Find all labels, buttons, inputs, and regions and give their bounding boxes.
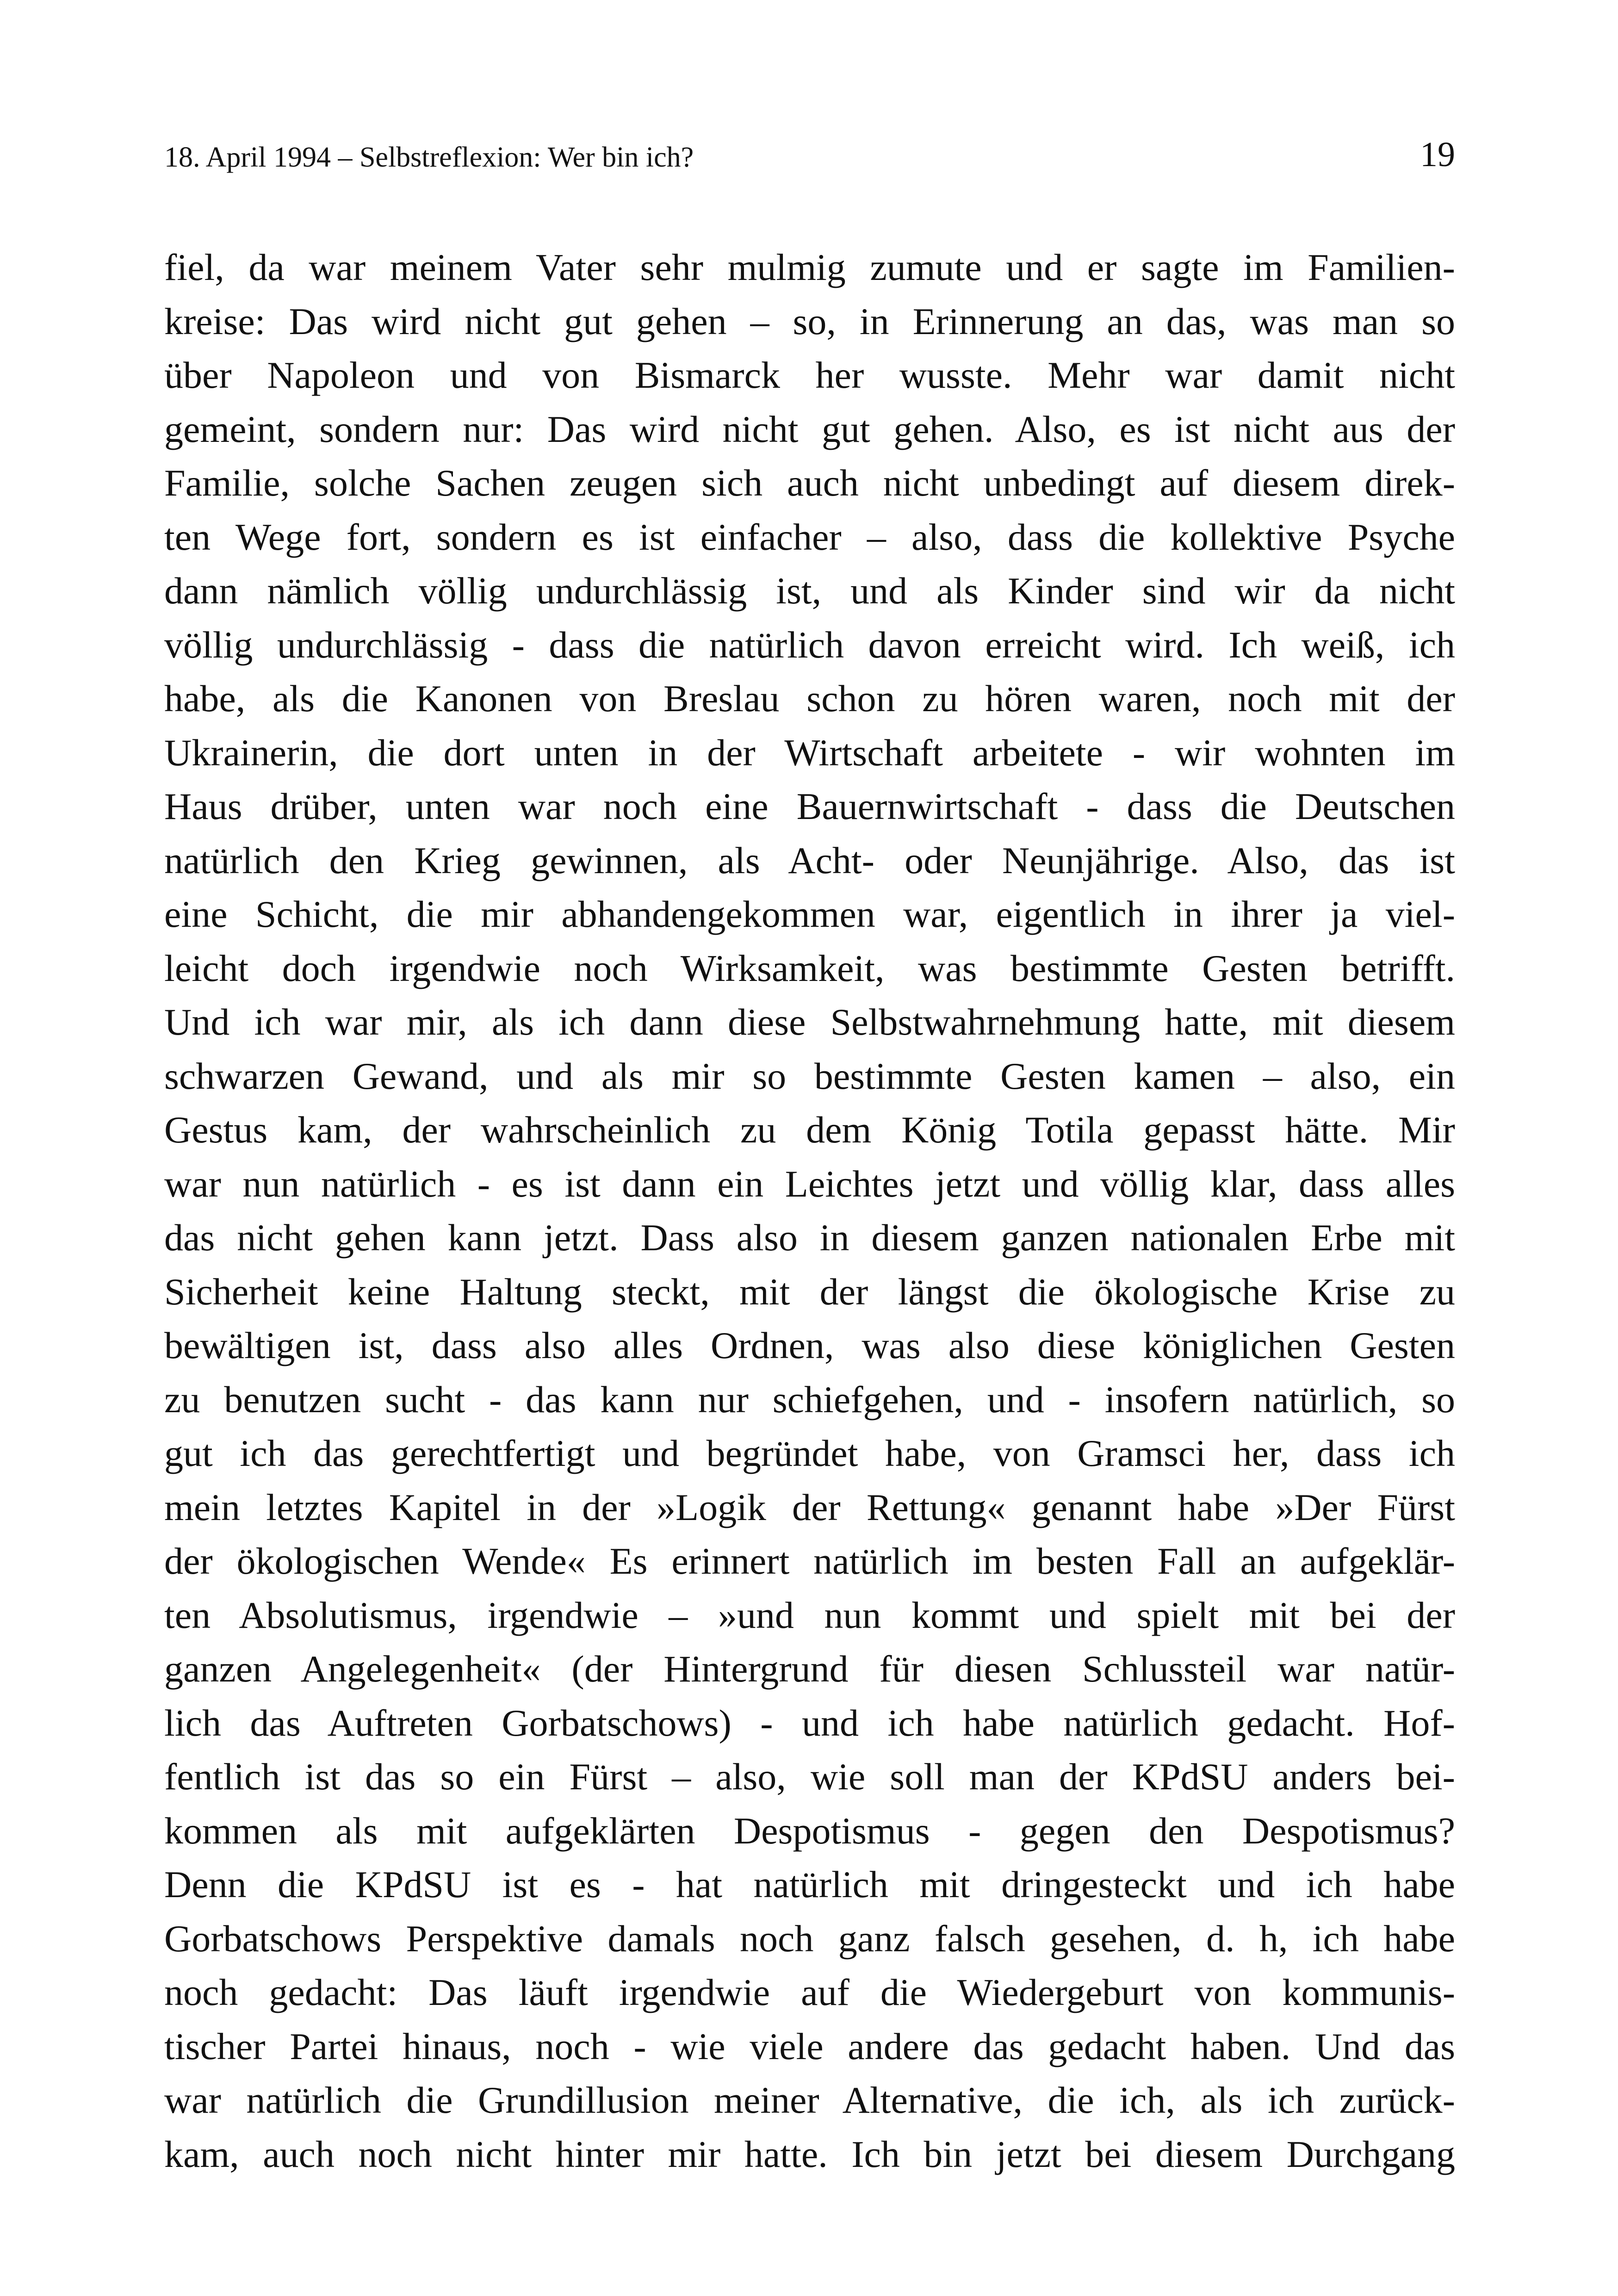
running-header [164, 134, 1455, 180]
text-line: kam, auch noch nicht hinter mir hatte. Ich bin jetzt bei diesem Durchgang [164, 2133, 1455, 2175]
text-line: ten Wege fort, sondern es ist einfacher – also, dass die kollektive Psyche [164, 515, 1455, 558]
text-line: dann nämlich völlig undurchlässig ist, und als Kinder sind wir da nicht [164, 570, 1455, 612]
text-line: tischer Partei hinaus, noch - wie viele andere das gedacht haben. Und das [164, 2025, 1455, 2067]
running-title: 18. April 1994 – Selbstreflexion: Wer bin ich? [164, 142, 694, 173]
text-line: natürlich den Krieg gewinnen, als Acht- oder Neunjährige. Also, das ist [164, 839, 1455, 881]
text-line: völlig undurchlässig - dass die natürlich davon erreicht wird. Ich weiß, ich [164, 623, 1455, 666]
text-line: ganzen Angelegenheit« (der Hintergrund für diesen Schlussteil war natür- [164, 1648, 1455, 1690]
text-line: Gorbatschows Perspektive damals noch ganz falsch gesehen, d. h, ich habe [164, 1917, 1455, 1960]
text-line: fiel, da war meinem Vater sehr mulmig zumute und er sagte im Familien- [164, 246, 1455, 288]
text-line: war nun natürlich - es ist dann ein Leichtes jetzt und völlig klar, dass alles [164, 1162, 1455, 1205]
text-line: kommen als mit aufgeklärten Despotismus - gegen den Despotismus? [164, 1809, 1455, 1852]
text-line: Ukrainerin, die dort unten in der Wirtschaft arbeitete - wir wohnten im [164, 731, 1455, 774]
text-line: Familie, solche Sachen zeugen sich auch nicht unbedingt auf diesem direk- [164, 462, 1455, 504]
page-number: 19 [1420, 135, 1455, 174]
text-line: der ökologischen Wende« Es erinnert natürlich im besten Fall an aufgeklär- [164, 1540, 1455, 1582]
text-line: das nicht gehen kann jetzt. Dass also in diesem ganzen nationalen Erbe mit [164, 1216, 1455, 1259]
text-line: gut ich das gerechtfertigt und begründet habe, von Gramsci her, dass ich [164, 1432, 1455, 1474]
text-line: Und ich war mir, als ich dann diese Selbstwahrnehmung hatte, mit diesem [164, 1001, 1455, 1043]
text-line: schwarzen Gewand, und als mir so bestimmte Gesten kamen – also, ein [164, 1055, 1455, 1097]
text-line: Denn die KPdSU ist es - hat natürlich mit dringesteckt und ich habe [164, 1863, 1455, 1905]
text-line: war natürlich die Grundillusion meiner Alternative, die ich, als ich zurück- [164, 2079, 1455, 2121]
text-line: Sicherheit keine Haltung steckt, mit der längst die ökologische Krise zu [164, 1270, 1455, 1313]
body-text [164, 241, 1455, 2181]
text-line: habe, als die Kanonen von Breslau schon zu hören waren, noch mit der [164, 677, 1455, 720]
text-line: Gestus kam, der wahrscheinlich zu dem König Totila gepasst hätte. Mir [164, 1109, 1455, 1151]
text-line: zu benutzen sucht - das kann nur schiefgehen, und - insofern natürlich, so [164, 1378, 1455, 1421]
text-line: kreise: Das wird nicht gut gehen – so, in Erinnerung an das, was man so [164, 300, 1455, 342]
text-line: noch gedacht: Das läuft irgendwie auf die Wiedergeburt von kommunis- [164, 1971, 1455, 2013]
text-line: fentlich ist das so ein Fürst – also, wie soll man der KPdSU anders bei- [164, 1756, 1455, 1798]
text-line: leicht doch irgendwie noch Wirksamkeit, was bestimmte Gesten betrifft. [164, 947, 1455, 989]
text-line: bewältigen ist, dass also alles Ordnen, was also diese königlichen Gesten [164, 1324, 1455, 1366]
text-line: über Napoleon und von Bismarck her wusste. Mehr war damit nicht [164, 354, 1455, 396]
text-line: ten Absolutismus, irgendwie – »und nun kommt und spielt mit bei der [164, 1594, 1455, 1636]
text-line: eine Schicht, die mir abhandengekommen war, eigentlich in ihrer ja viel- [164, 893, 1455, 935]
text-line: Haus drüber, unten war noch eine Bauernwirtschaft - dass die Deutschen [164, 785, 1455, 827]
text-line: mein letztes Kapitel in der »Logik der Rettung« genannt habe »Der Fürst [164, 1486, 1455, 1528]
text-line: lich das Auftreten Gorbatschows) - und ich habe natürlich gedacht. Hof- [164, 1701, 1455, 1744]
text-line: gemeint, sondern nur: Das wird nicht gut gehen. Also, es ist nicht aus der [164, 408, 1455, 450]
